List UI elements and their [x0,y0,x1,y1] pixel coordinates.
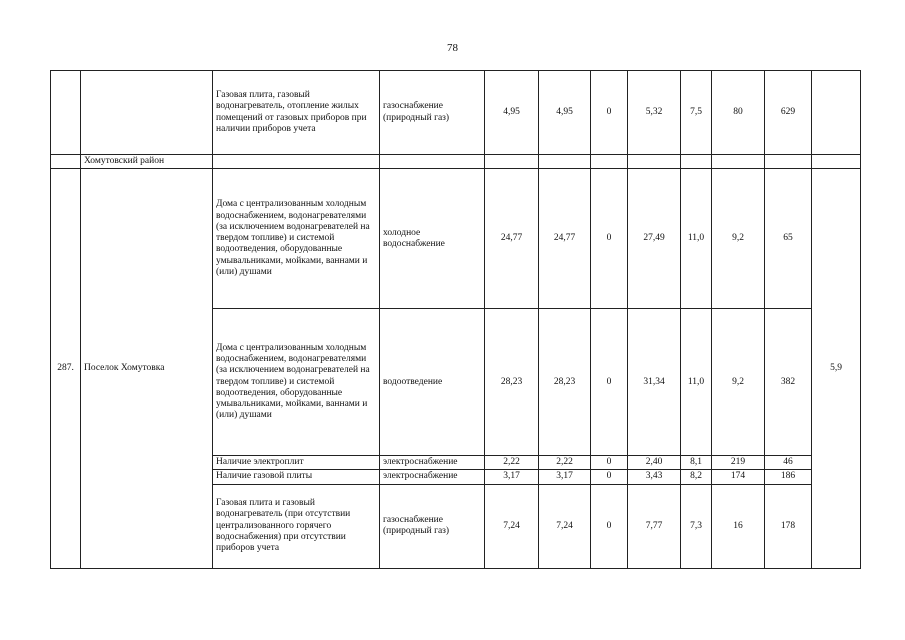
value-cell: 7,24 [485,484,539,568]
value-cell: 8,2 [681,470,712,484]
district-name: Хомутовский район [81,155,213,169]
tariff-table [50,70,861,569]
value-cell: 382 [765,309,812,456]
value-cell: 28,23 [485,309,539,456]
resource-cell: холодное водоснабжение [380,169,485,309]
value-cell: 28,23 [539,309,591,456]
value-cell: 24,77 [539,169,591,309]
empty-cell [591,155,628,169]
value-cell: 3,17 [539,470,591,484]
description-cell: Газовая плита, газовый водонагреватель, отопление жилых помещений от газовых приборов при наличии приборов учета [213,71,380,155]
value-cell: 0 [591,309,628,456]
resource-cell: газоснабжение (природный газ) [380,71,485,155]
value-cell: 7,5 [681,71,712,155]
value-cell: 0 [591,71,628,155]
empty-cell [628,155,681,169]
empty-cell [765,155,812,169]
value-cell: 629 [765,71,812,155]
value-cell: 65 [765,169,812,309]
value-cell: 2,40 [628,456,681,470]
empty-cell [539,155,591,169]
resource-cell: электроснабжение [380,456,485,470]
value-cell: 16 [712,484,765,568]
empty-cell [485,155,539,169]
page-number: 78 [447,42,458,54]
description-cell: Дома с централизованным холодным водоснабжением, водонагревателями (за исключением водонагревателей на твердом топливе) и системой водоотведения, оборудованные умывальниками, мойками, ваннами и (или) душами [213,169,380,309]
description-cell: Дома с централизованным холодным водоснабжением, водонагревателями (за исключением водонагревателей на твердом топливе) и системой водоотведения, оборудованные умывальниками, мойками, ваннами и (или) душами [213,309,380,456]
value-cell: 0 [591,484,628,568]
value-cell: 4,95 [539,71,591,155]
value-cell: 11,0 [681,309,712,456]
settlement-total: 5,9 [812,169,861,568]
row-number: 287. [51,169,81,568]
value-cell: 4,95 [485,71,539,155]
district-row [51,155,861,169]
value-cell: 80 [712,71,765,155]
value-cell: 3,43 [628,470,681,484]
description-cell: Наличие газовой плиты [213,470,380,484]
settlement-cell [81,71,213,155]
settlement-name: Поселок Хомутовка [81,169,213,568]
table-row [51,169,861,309]
row-number-cell [51,155,81,169]
value-cell: 174 [712,470,765,484]
resource-cell: водоотведение [380,309,485,456]
value-cell: 7,77 [628,484,681,568]
value-cell: 8,1 [681,456,712,470]
value-cell: 7,3 [681,484,712,568]
row-number-cell [51,71,81,155]
resource-cell: газоснабжение (природный газ) [380,484,485,568]
value-cell: 11,0 [681,169,712,309]
description-cell: Газовая плита и газовый водонагреватель (при отсутствии централизованного горячего водоснабжения) при отсутствии приборов учета [213,484,380,568]
value-cell: 7,24 [539,484,591,568]
value-cell: 5,32 [628,71,681,155]
value-cell: 2,22 [485,456,539,470]
resource-cell: электроснабжение [380,470,485,484]
value-cell: 178 [765,484,812,568]
value-cell: 27,49 [628,169,681,309]
value-cell: 186 [765,470,812,484]
value-cell: 9,2 [712,169,765,309]
empty-cell [812,155,861,169]
empty-cell [681,155,712,169]
value-cell: 0 [591,456,628,470]
value-cell: 0 [591,470,628,484]
table-row [51,71,861,155]
value-cell: 24,77 [485,169,539,309]
empty-cell [380,155,485,169]
value-cell: 31,34 [628,309,681,456]
value-cell: 46 [765,456,812,470]
empty-cell [213,155,380,169]
value-cell: 0 [591,169,628,309]
value-cell: 2,22 [539,456,591,470]
description-cell: Наличие электроплит [213,456,380,470]
value-cell: 9,2 [712,309,765,456]
value-cell: 219 [712,456,765,470]
empty-cell [712,155,765,169]
value-cell: 3,17 [485,470,539,484]
value-cell [812,71,861,155]
